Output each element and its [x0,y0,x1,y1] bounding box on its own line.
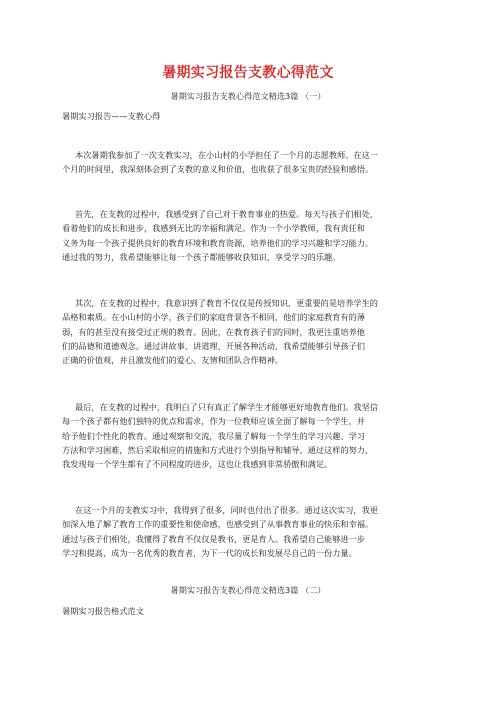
section-subtitle-1: 暑期实习报告支教心得范文精选3篇 （一） [170,91,326,101]
paragraph-line: 我发现每一个学生都有了不同程度的进步，这也让我感到非常骄傲和满足。 [62,459,333,470]
paragraph-line: 给予他们个性化的教育。通过观察和交流，我尽量了解每一个学生的学习兴趣、学习 [62,430,365,441]
paragraph-line: 在这一个月的支教实习中，我得到了很多，同时也付出了很多。通过这次实习，我更 [75,505,378,515]
paragraph-line: 学习和提高，成为一名优秀的教育者，为下一代的成长和发展尽自己的一份力量。 [62,547,357,558]
paragraph-line: 首先，在支教的过程中，我感受到了自己对于教育事业的热爱。每天与孩子们相处， [75,209,378,219]
paragraph-line: 通过我的努力，我希望能够让每一个孩子都能够收获知识，享受学习的乐趣。 [62,251,341,262]
paragraph-line: 个月的时间里，我深刻体会到了支教的意义和价值，也收获了很多宝贵的经验和感悟。 [62,164,374,175]
paragraph-line: 本次暑期我参加了一次支教实习，在小山村的小学担任了一个月的志愿教师。在这一 [75,150,378,160]
section-heading-1: 暑期实习报告——支教心得 [62,111,161,121]
section-heading-2: 暑期实习报告格式范文 [62,606,144,616]
paragraph-line: 方法和学习困难，然后采取相应的措施和方式进行个别指导和辅导。通过这样的努力， [62,444,374,455]
paragraph-4 [62,400,427,471]
paragraph-5 [62,503,427,560]
paragraph-line: 通过与孩子们相处，我懂得了教育不仅仅是教书，更是育人。我希望自己能够进一步 [62,533,365,544]
section-subtitle-2: 暑期实习报告支教心得范文精选3篇 （二） [170,585,326,595]
paragraph-line: 弱，有的甚至没有接受过正规的教育。因此，在教育孩子们的同时，我更注重培养他 [62,326,365,337]
paragraph-line: 们的品德和道德观念。通过讲故事、讲道理、开展各种活动，我希望能够引导孩子们 [62,340,365,351]
paragraph-line: 看着他们的成长和进步，我感到无比的幸福和满足。作为一个小学教师，我有责任和 [62,223,365,234]
paragraph-2 [62,207,427,264]
document-title: 暑期实习报告支教心得范文 [162,65,334,81]
paragraph-line: 正确的价值观，并且激发他们的爱心、友情和团队合作精神。 [62,355,284,366]
paragraph-3 [62,296,427,367]
paragraph-line: 每一个孩子都有他们独特的优点和需求，作为一位教师应该全面了解每一个学生，并 [62,416,365,427]
paragraph-1 [62,148,427,177]
paragraph-line: 其次，在支教的过程中，我意识到了教育不仅仅是传授知识，更重要的是培养学生的 [75,298,378,308]
paragraph-line: 加深入地了解了教育工作的重要性和使命感，也感受到了从事教育事业的快乐和幸福。 [62,519,374,530]
paragraph-line: 义务为每一个孩子提供良好的教育环境和教育资源，培养他们的学习兴趣和学习能力。 [62,237,374,248]
paragraph-line: 最后，在支教的过程中，我明白了只有真正了解学生才能够更好地教育他们。我坚信 [75,402,378,412]
paragraph-line: 品格和素质。在小山村的小学，孩子们的家庭背景各不相同，他们的家庭教育有的薄 [62,312,365,323]
